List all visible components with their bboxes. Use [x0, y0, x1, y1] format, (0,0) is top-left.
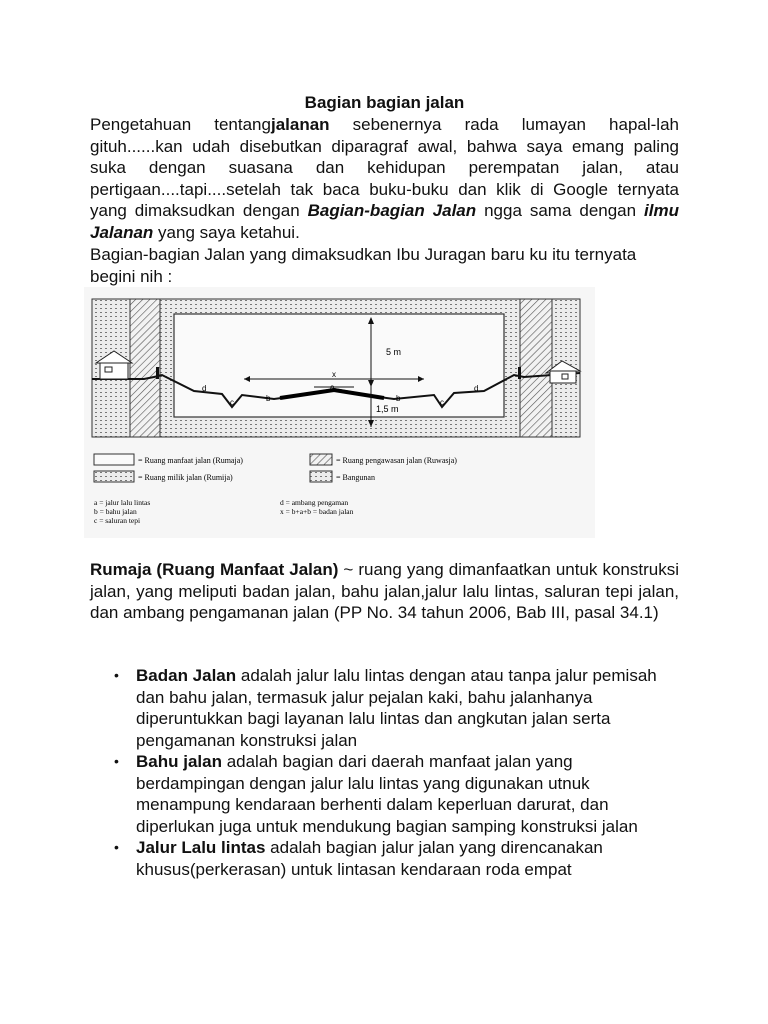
legend-ruwasja: = Ruang pengawasan jalan (Ruwasja) [336, 456, 457, 465]
intro-bold-ilmu-jalanan: ilmu Jalanan [90, 201, 679, 242]
list-item-text: adalah jalur lalu lintas dengan atau tanpa jalur pemisah dan bahu jalan, termasuk jalur pejalan kaki, bahu jalanhanya diperuntukkan bagi layanan lalu lintas dan angkutan jalan serta pengamanan konstruksi jalan [136, 666, 657, 750]
note-b: b = bahu jalan [94, 507, 137, 516]
label-a: a [330, 383, 335, 392]
intro-text-4: yang saya ketahui. [153, 222, 300, 242]
legend-rumija: = Ruang milik jalan (Rumija) [138, 473, 233, 482]
road-cross-section-figure [84, 287, 595, 538]
label-b-left: b [266, 394, 271, 403]
bullet-icon: • [114, 839, 119, 855]
label-d-right: d [474, 384, 479, 393]
intro-bold-bagian-jalan: Bagian-bagian Jalan [307, 201, 477, 220]
list-item-text: adalah bagian jalur jalan yang direncanakan khusus(perkerasan) untuk lintasan kendaraan roda empat [136, 838, 603, 879]
rumaja-text: ~ ruang yang dimanfaatkan untuk konstruksi jalan, yang meliputi badan jalan, bahu jalan,jalur lalu lintas, saluran tepi jalan, dan ambang pengamanan jalan (PP No. 34 tahun 2006, Bab III, pasal 34.1) [90, 560, 679, 622]
list-item-term: Jalur Lalu lintas [136, 838, 266, 857]
rumaja-heading: Rumaja (Ruang Manfaat Jalan) [90, 560, 339, 579]
label-5m: 5 m [386, 347, 402, 357]
second-paragraph: Bagian-bagian Jalan yang dimaksudkan Ibu Juragan baru ku itu ternyata begini nih : [90, 245, 637, 286]
intro-text-3: ngga sama dengan [476, 201, 645, 220]
note-c: c = saluran tepi [94, 516, 141, 525]
intro-paragraph [90, 114, 679, 243]
list-item-badan-jalan [90, 665, 679, 751]
note-a: a = jalur lalu lintas [94, 498, 151, 507]
document-title: Bagian bagian jalan [304, 93, 465, 112]
label-x: x [332, 370, 336, 379]
definition-list [90, 665, 679, 880]
intro-text-1: Pengetahuan tentang [90, 115, 271, 134]
intro-text-2: sebenernya rada lumayan hapal-lah gituh......kan udah disebutkan diparagraf awal, bahwa saya emang paling suka dengan suasana dan kehidupan perempatan jalan, atau pertigaan....tapi....setelah tak baca buku-buku dan klik di Google ternyata yang dimaksudkan dengan [90, 115, 679, 220]
legend-rumaja: = Ruang manfaat jalan (Rumaja) [138, 456, 243, 465]
list-item-text: adalah bagian dari daerah manfaat jalan yang berdampingan dengan jalur lalu lintas yang digunakan utnuk menampung kendaraan berhenti dalam keperluan darurat, dan diperlukan juga untuk mendukung bagian samping konstruksi jalan [136, 752, 638, 836]
label-c-right: c [440, 398, 444, 407]
label-b-right: b [396, 394, 401, 403]
bullet-icon: • [114, 753, 119, 769]
label-d-left: d [202, 384, 207, 393]
note-d: d = ambang pengaman [280, 498, 349, 507]
list-item-term: Badan Jalan [136, 666, 237, 685]
bullet-icon: • [114, 667, 119, 683]
list-item-jalur-lalu-lintas [90, 837, 679, 880]
note-x: x = b+a+b = badan jalan [280, 507, 354, 516]
label-1-5m: 1,5 m [376, 404, 399, 414]
list-item-bahu-jalan [90, 751, 679, 837]
rumaja-paragraph [90, 559, 679, 624]
legend-bangunan: = Bangunan [336, 473, 375, 482]
label-c-left: c [230, 398, 234, 407]
intro-bold-jalanan: jalanan [270, 115, 330, 134]
list-item-term: Bahu jalan [136, 752, 222, 771]
